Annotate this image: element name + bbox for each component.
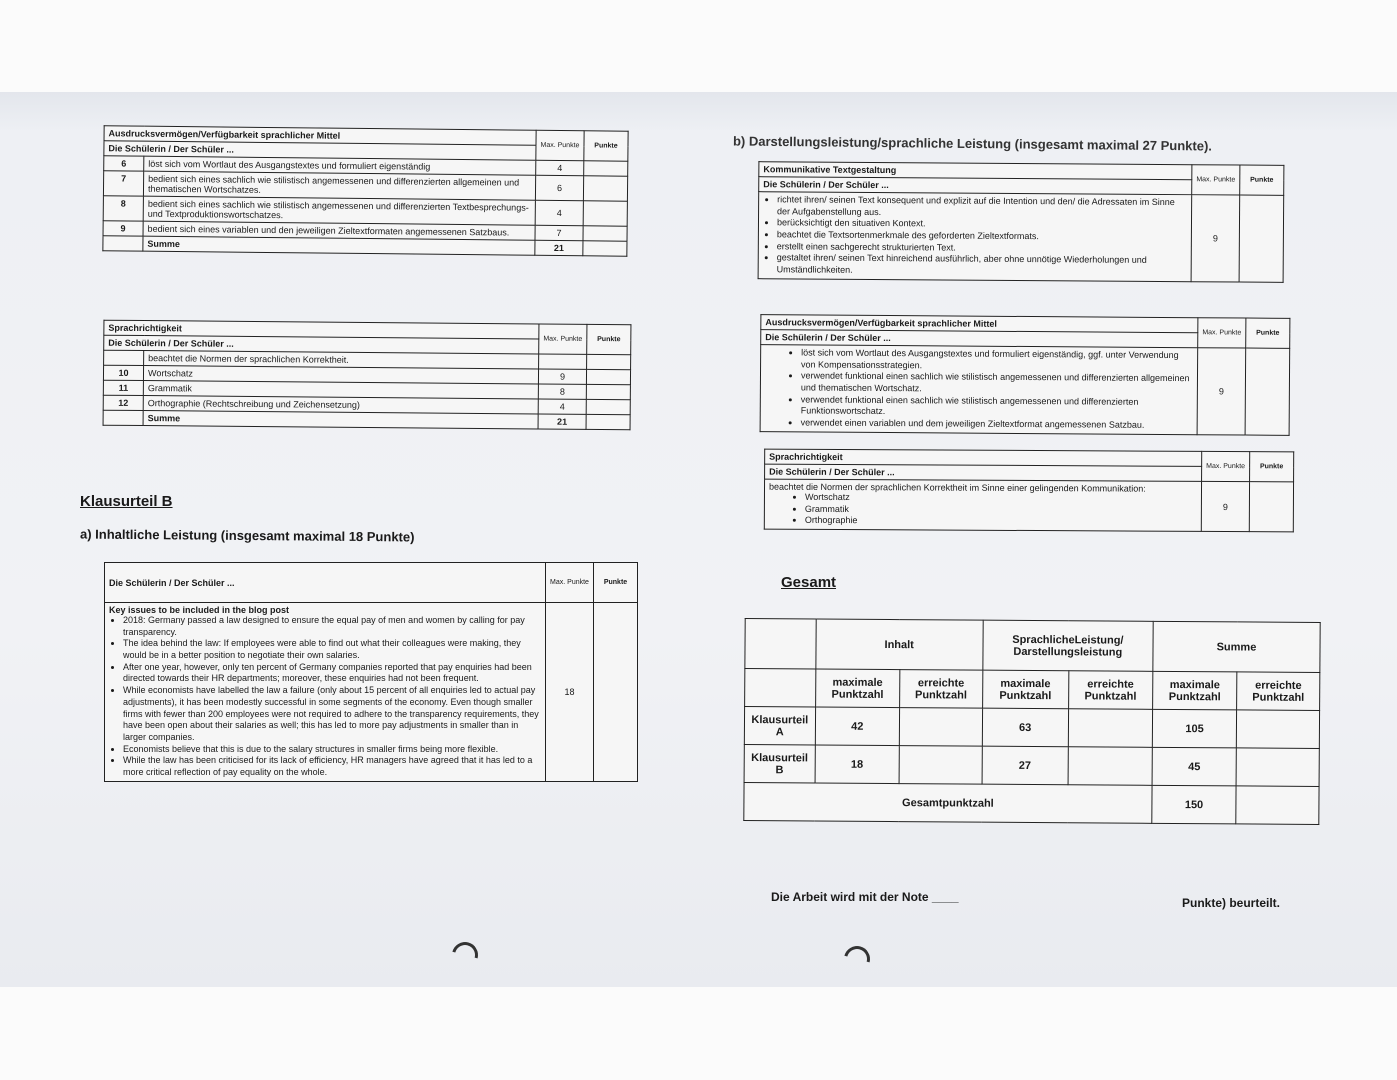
sum-row: Summe 21 [103, 236, 627, 256]
col-max: Max. Punkte [536, 130, 584, 161]
sum-row: Summe 21 [103, 410, 630, 430]
inhaltliche-leistung-heading: a) Inhaltliche Leistung (insgesamt maximal 18 Punkte) [79, 526, 415, 545]
table-row: Klausurteil B 18 27 45 [744, 744, 1319, 786]
table-title: Ausdrucksvermögen/Verfügbarkeit sprachlicher Mittel [104, 126, 536, 146]
student-label: Die Schülerin / Der Schüler ... [104, 141, 536, 161]
table-row: 7 bedient sich eines sachlich wie stilistisch angemessenen und differenzierten allgemeinen und thematischen Wortschatzes. 6 [103, 171, 627, 201]
table-row: 10 Wortschatz 9 [103, 365, 630, 385]
table-row: 6 löst sich vom Wortlaut des Ausgangstextes und formuliert eigenständig 4 [104, 156, 628, 176]
table-inhalt: Die Schülerin / Der Schüler ... Max. Punkte Punkte Key issues to be included in the blog post • 2018: Germany passed a law designed to ensure the equal pay of men and women by calling for pay transparency. • The idea behind the law: If employees were able to find out what their colleagues were making, they would be in a better position to negotiate their own salaries. • After one year, however, only ten percent of Germany companies reported that pay enquiries had been directed towards their HR departments; moreover, these enquiries had not been frequent. • While economists have labelled the law a failure (only about 15 percent of all enquiries led to actual pay adjustments), it has been modestly successful in some segments of the economy. Even though smaller firms with fewer than 200 employees were not required to adhere to the transparency requirements, they have been open about their salaries as well; this has led to more pay adjustments in smaller than in larger companies. • Economists believe that this is due to the salary structures in smaller firms being more flexible. • While the law has been criticised for its lack of efficiency, HR managers have agreed that it has led to a more critical reflection of pay equality on the whole. 18 [104, 562, 638, 782]
table-ausdrucksvermoegen-b: Ausdrucksvermögen/Verfügbarkeit sprachlicher Mittel Max. Punkte Punkte Die Schülerin / Der Schüler ... • löst sich vom Wortlaut des Ausgangstextes und formuliert eigenständig, ggf. unter Verwendung von Kompensationsstrategien. • verwendet funktional einen sachlich wie stilistisch angemessenen und differenzierten allgemeinen und thematischen Wortschatz. • verwendet funktional einen sachlich wie stilistisch angemessenen und differenzierten Funktionswortschatz. • verwendet einen variablen und dem jeweiligen Zieltextformat angemessenen Satzbau. 9 [760, 314, 1291, 436]
table-row: 8 bedient sich eines sachlich wie stilistisch angemessenen und differenzierten Textbesprechungs- und Textproduktionswortschatzes. 4 [103, 196, 627, 226]
grade-statement: Die Arbeit wird mit der Note ____ [771, 890, 959, 904]
intro-text: beachtet die Normen der sprachlichen Korrektheit. [144, 351, 539, 369]
max-points: 18 [546, 603, 594, 782]
gesamt-heading: Gesamt [781, 574, 837, 591]
table-row: 11 Grammatik 8 [103, 380, 630, 400]
key-issues-list: • 2018: Germany passed a law designed to ensure the equal pay of men and women by calling for pay transparency. • The idea behind the law: If employees were able to find out what their colleagues were making, they would be in a better position to negotiate their own salaries. • After one year, however, only ten percent of Germany companies reported that pay enquiries had been directed towards their HR departments; moreover, these enquiries had not been frequent. • While economists have labelled the law a failure (only about 15 percent of all enquiries led to actual pay adjustments), it has been modestly successful in some segments of the economy. Even though smaller firms with fewer than 200 employees were not required to adhere to the transparency requirements, they have been open about their salaries as well; this has led to more pay adjustments in smaller than in larger companies. • Economists believe that this is due to the salary structures in smaller firms being more flexible. • While the law has been criticised for its lack of efficiency, HR managers have agreed that it has led to a more critical reflection of pay equality on the whole. [109, 615, 541, 779]
table-kommunikative-textgestaltung: Kommunikative Textgestaltung Max. Punkte Punkte Die Schülerin / Der Schüler ... • richtet ihren/ seinen Text konsequent und explizit auf die Intention und den/ die Adressaten im Sinne der Aufgabenstellung aus. • berücksichtigt den situativen Kontext. • beachtet die Textsortenmerkmale des geforderten Zieltextformats. • erstellt einen sachgerecht strukturierten Text. • gestaltet ihren/ seinen Text hinreichend ausführlich, aber ohne unnötige Wiederholungen und Umständlichkeiten. 9 [758, 161, 1285, 282]
table-sprachrichtigkeit-a: Sprachrichtigkeit Max. Punkte Punkte Die Schülerin / Der Schüler ... beachtet die Normen der sprachlichen Korrektheit. 10 Wortschatz 9 11 Grammatik 8 12 Orthographie (Rechtschreibung und Zeichensetzung) 4 Summe 21 [103, 320, 632, 431]
total-row: Gesamtpunktzahl 150 [744, 782, 1319, 824]
table-row: 12 Orthographie (Rechtschreibung und Zeichensetzung) 4 [103, 395, 630, 415]
klausurteil-b-heading: Klausurteil B [80, 493, 173, 510]
table-sprachrichtigkeit-b: Sprachrichtigkeit Max. Punkte Punkte Die Schülerin / Der Schüler ... beachtet die Normen der sprachlichen Korrektheit im Sinne einer gelingenden Kommunikation: • Wortschatz • Grammatik • Orthographie 9 [764, 449, 1294, 533]
grade-statement-suffix: Punkte) beurteilt. [1182, 896, 1281, 910]
table-row: 9 bedient sich eines variablen und den jeweiligen Zieltextformaten angemessenen Satzbaus. 7 [103, 221, 627, 241]
col-punkte: Punkte [584, 131, 628, 161]
table-gesamt: Inhalt SprachlicheLeistung/ Darstellungsleistung Summe maximale Punktzahl erreichte Punktzahl maximale Punktzahl erreichte Punktzahl maximale Punktzahl erreichte Punktzahl Klausurteil A 42 63 105 Klausurteil B 18 27 45 Gesamtpunktzahl 150 [743, 618, 1320, 825]
table-ausdrucksvermoegen-a [102, 125, 628, 256]
key-issues-heading: Key issues to be included in the blog post [109, 605, 290, 615]
darstellungsleistung-heading: b) Darstellungsleistung/sprachliche Leistung (insgesamt maximal 27 Punkte). [732, 133, 1213, 154]
table-row: Klausurteil A 42 63 105 [744, 706, 1319, 748]
table-title: Sprachrichtigkeit [104, 320, 539, 339]
